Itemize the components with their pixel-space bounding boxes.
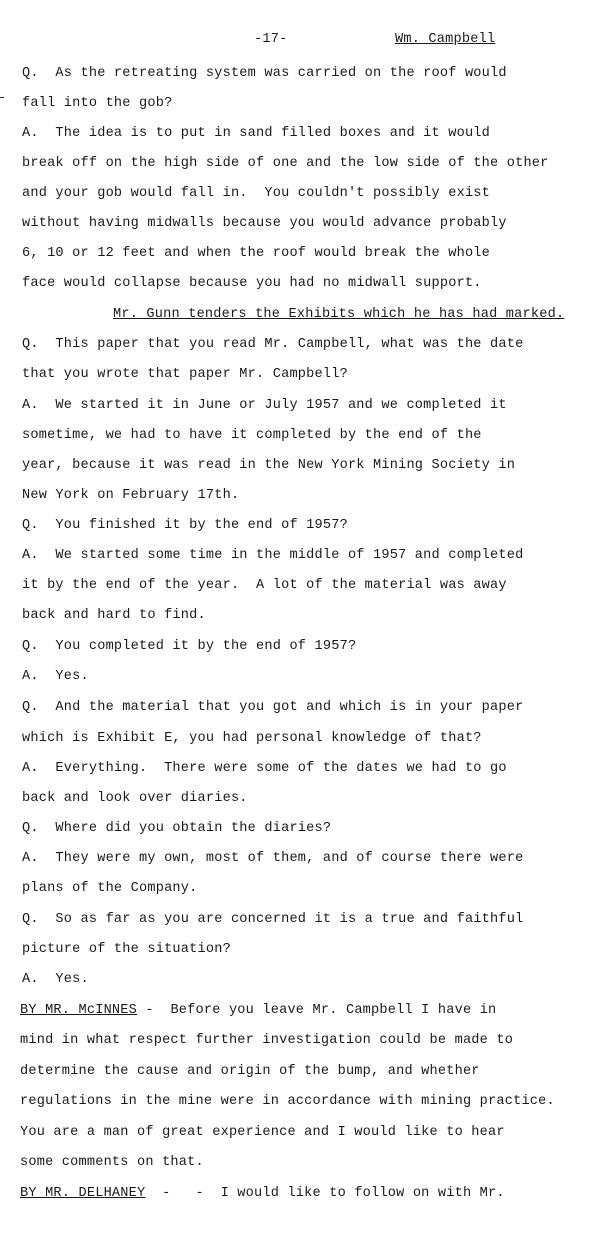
text-line: You are a man of great experience and I would like to hear [20,1125,505,1140]
text-line: without having midwalls because you would advance probably [22,216,507,231]
text-line: some comments on that. [20,1155,204,1170]
text-line: A. Yes. [22,972,89,987]
text-line: Q. You completed it by the end of 1957? [22,639,357,654]
text-line: fall into the gob? [22,96,173,111]
exhibits-note: Mr. Gunn tenders the Exhibits which he has had marked. [113,307,565,322]
text-line: Q. Where did you obtain the diaries? [22,821,332,836]
text-line: A. We started some time in the middle of 1957 and completed [22,548,524,563]
witness-name-header: Wm. Campbell [395,32,496,47]
text-line: New York on February 17th. [22,488,240,503]
text-line: that you wrote that paper Mr. Campbell? [22,367,348,382]
text-line: Q. As the retreating system was carried on the roof would [22,66,507,81]
text-line: A. They were my own, most of them, and of course there were [22,851,524,866]
text-line: Q. So as far as you are concerned it is a true and faithful [22,912,524,927]
text-line: back and hard to find. [22,608,206,623]
text-line: regulations in the mine were in accordance with mining practice. [20,1094,555,1109]
text-line: plans of the Company. [22,881,198,896]
speaker-line [20,1185,505,1203]
text-line: sometime, we had to have it completed by the end of the [22,428,482,443]
text-line: which is Exhibit E, you had personal knowledge of that? [22,731,482,746]
margin-mark [0,97,4,98]
text-line: A. Everything. There were some of the dates we had to go [22,761,507,776]
text-line: Q. You finished it by the end of 1957? [22,518,348,533]
text-line: Q. And the material that you got and which is in your paper [22,700,524,715]
text-line: A. The idea is to put in sand filled boxes and it would [22,126,491,141]
text-line: year, because it was read in the New York Mining Society in [22,458,516,473]
text-line: picture of the situation? [22,942,231,957]
text-line: break off on the high side of one and the low side of the other [22,156,549,171]
text-line: and your gob would fall in. You couldn't possibly exist [22,186,491,201]
speaker-label: BY MR. McINNES [20,1003,138,1018]
speaker-label: BY MR. DELHANEY [20,1186,146,1201]
text-line: Q. This paper that you read Mr. Campbell, what was the date [22,337,524,352]
text-line: face would collapse because you had no midwall support. [22,276,482,291]
page-number: -17- [254,32,288,47]
text-line: mind in what respect further investigation could be made to [20,1033,514,1048]
speaker-text: - - I would like to follow on with Mr. [145,1186,505,1201]
speaker-line [20,1002,496,1020]
text-line: 6, 10 or 12 feet and when the roof would break the whole [22,246,491,261]
text-line: A. Yes. [22,669,89,684]
text-line: back and look over diaries. [22,791,248,806]
text-line: it by the end of the year. A lot of the material was away [22,578,507,593]
text-line: A. We started it in June or July 1957 and we completed it [22,398,507,413]
text-line: determine the cause and origin of the bump, and whether [20,1064,480,1079]
speaker-text: - Before you leave Mr. Campbell I have in [137,1003,497,1018]
